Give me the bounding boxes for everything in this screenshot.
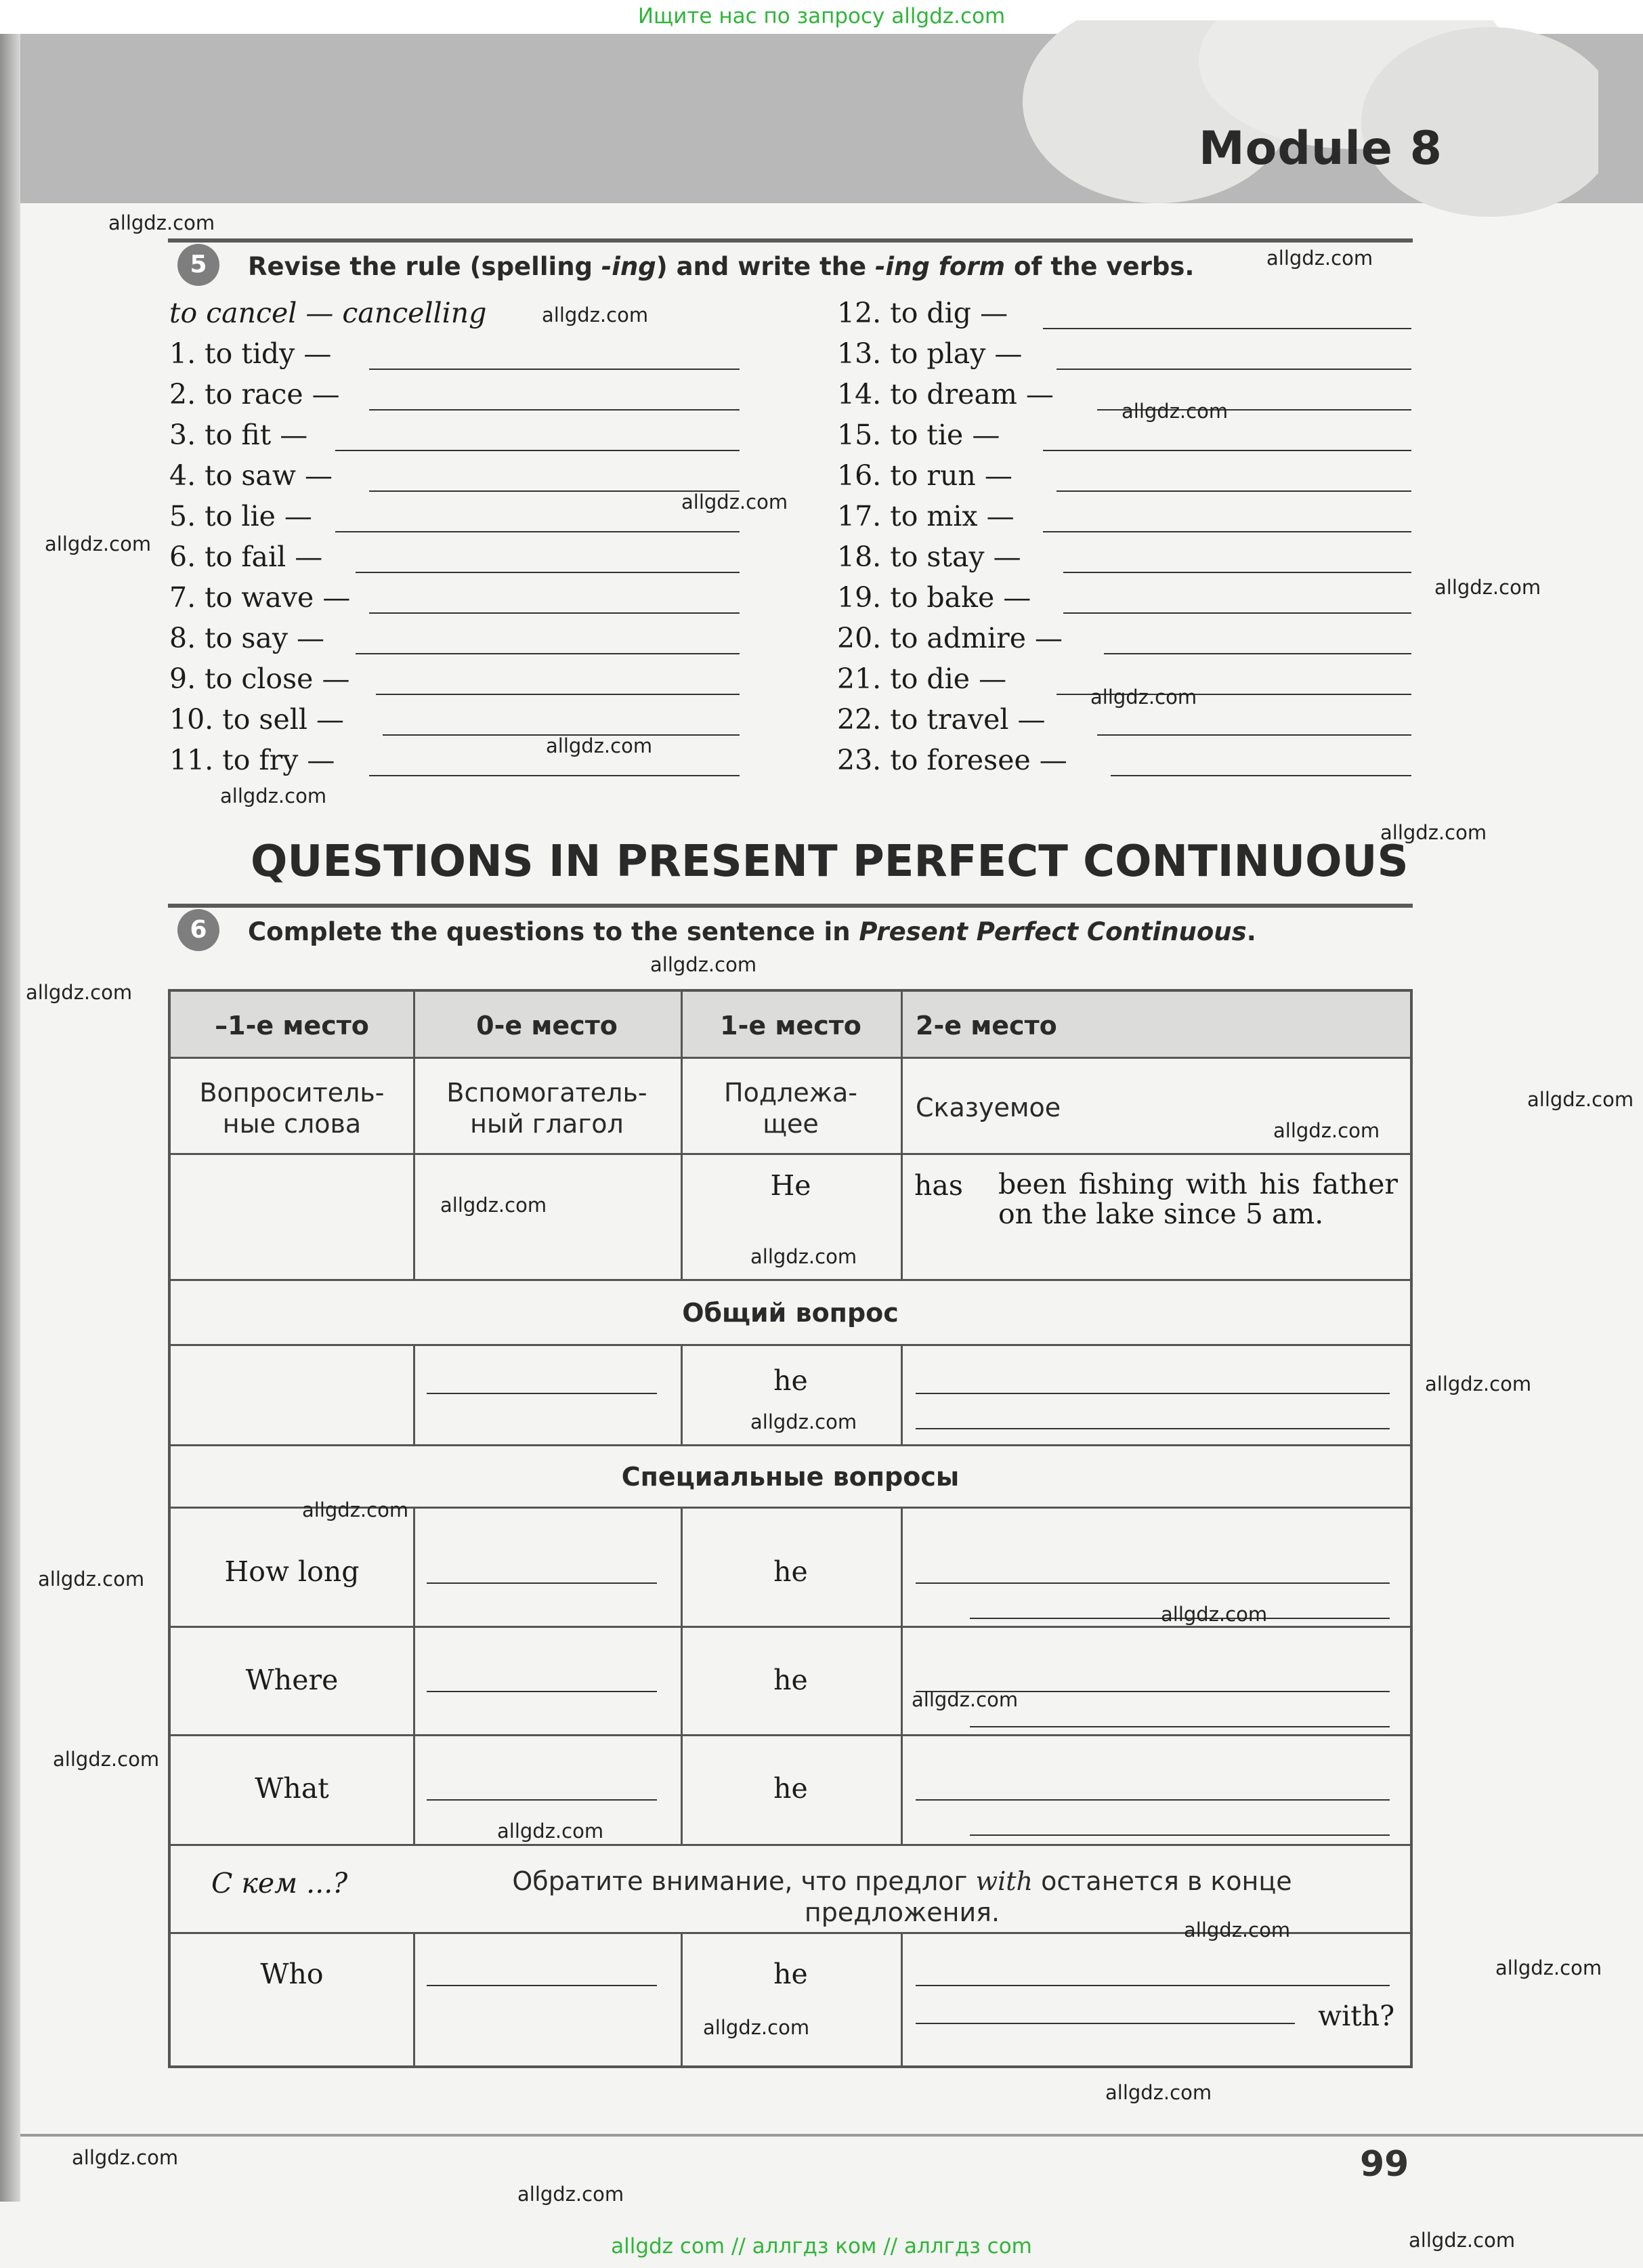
watermark: allgdz.com: [1105, 2081, 1212, 2104]
questions-table: [168, 989, 1413, 2068]
watermark: allgdz.com: [497, 1820, 604, 1843]
watermark: allgdz.com: [542, 303, 649, 327]
watermark: allgdz.com: [220, 784, 327, 807]
verb-item: [837, 297, 1008, 329]
watermark: allgdz.com: [1122, 400, 1229, 423]
answer-blank[interactable]: [1063, 612, 1411, 614]
verb-label: 9. to close —: [169, 663, 350, 695]
answer-blank[interactable]: [356, 653, 740, 654]
table-hline: [171, 1844, 1410, 1846]
answer-blank[interactable]: [1104, 653, 1411, 654]
watermark: allgdz.com: [681, 490, 788, 513]
watermark: allgdz.com: [912, 1688, 1019, 1711]
subheader-subject: Подлежа- щее: [724, 1078, 857, 1139]
watermark: allgdz.com: [1495, 1956, 1602, 1979]
with-whom-note: Обратите внимание, что предлог with останется в конце предложения.: [512, 1866, 1292, 1927]
verb-label: 3. to fit —: [169, 419, 308, 451]
verb-label: 23. to foresee —: [837, 744, 1067, 776]
section-title: QUESTIONS IN PRESENT PERFECT CONTINUOUS: [251, 837, 1409, 887]
subheader-question-words: Вопроситель- ные слова: [199, 1078, 385, 1139]
example-subject: He: [770, 1169, 811, 1202]
watermark: allgdz.com: [1434, 576, 1541, 599]
verb-label: 17. to mix —: [837, 500, 1015, 532]
watermark: allgdz.com: [72, 2146, 179, 2169]
who-predicate-blank[interactable]: [916, 1983, 1390, 1986]
verb-label: 5. to lie —: [169, 500, 312, 532]
verb-item: [169, 459, 333, 492]
answer-blank[interactable]: [1063, 572, 1411, 573]
who-end: with?: [1318, 2000, 1395, 2032]
special-wh-what: What: [255, 1772, 329, 1805]
table-hline: [171, 1279, 1410, 1281]
verb-label: 12. to dig —: [837, 297, 1008, 329]
watermark: allgdz.com: [53, 1748, 160, 1771]
verb-item: [169, 581, 350, 614]
watermark: allgdz.com: [1273, 1119, 1380, 1142]
answer-blank[interactable]: [356, 572, 740, 573]
verb-label: 19. to bake —: [837, 581, 1031, 614]
who-predicate-blank[interactable]: [916, 2021, 1295, 2024]
header-0-place: 0-е место: [476, 1011, 618, 1041]
verb-label: 21. to die —: [837, 663, 1007, 695]
exercise-6-top-rule: [168, 904, 1413, 908]
table-vline: [901, 1507, 903, 1844]
watermark: allgdz.com: [302, 1498, 409, 1521]
verb-item: [169, 622, 324, 654]
exercise-6-number: 6: [177, 909, 219, 951]
page-number: 99: [1360, 2144, 1409, 2185]
table-hline: [171, 1057, 1410, 1059]
exercise-5-number: 5: [177, 244, 219, 286]
watermark: allgdz.com: [1380, 821, 1487, 844]
table-vline: [413, 1507, 415, 1844]
watermark: allgdz.com: [546, 734, 653, 757]
verb-label: 1. to tidy —: [169, 337, 332, 370]
verb-item: [169, 703, 344, 736]
verb-item: [837, 500, 1015, 532]
exercise-6-instruction: Complete the questions to the sentence in Present Perfect Continuous.: [248, 917, 1256, 946]
verb-item: [169, 744, 335, 776]
verb-item: [837, 419, 1000, 451]
exercise-5-top-rule: [168, 238, 1413, 243]
special-questions-label: Специальные вопросы: [621, 1462, 960, 1492]
answer-blank[interactable]: [1043, 328, 1411, 329]
watermark: allgdz.com: [1425, 1372, 1532, 1395]
answer-blank[interactable]: [1111, 775, 1411, 776]
watermark: allgdz.com: [1266, 247, 1373, 270]
special-predicate-blank[interactable]: [916, 1581, 1390, 1584]
answer-blank[interactable]: [376, 694, 740, 695]
special-wh-how-long: How long: [224, 1555, 360, 1588]
general-predicate-blank-2[interactable]: [916, 1427, 1390, 1429]
verb-item: [169, 337, 331, 370]
top-banner-text: Ищите нас по запросу allgdz.com: [637, 4, 1006, 28]
verb-item: [837, 541, 1021, 573]
verb-item: [837, 459, 1012, 492]
verb-label: 11. to fry —: [169, 744, 335, 776]
verb-label: 7. to wave —: [169, 581, 351, 614]
answer-blank[interactable]: [369, 775, 740, 776]
verb-item: [837, 663, 1006, 695]
module-title: Module 8: [1199, 122, 1443, 175]
verb-item: [837, 378, 1054, 411]
watermark: allgdz.com: [750, 1410, 857, 1433]
with-whom-label: С кем ...?: [211, 1867, 348, 1899]
special-subject: he: [773, 1664, 808, 1696]
special-predicate-blank[interactable]: [970, 1725, 1390, 1727]
table-hline: [171, 1344, 1410, 1346]
header-minus-1-place: –1-е место: [215, 1011, 369, 1041]
verb-label: 16. to run —: [837, 459, 1012, 492]
subheader-auxiliary-verb: Вспомогатель- ный глагол: [446, 1078, 647, 1139]
verb-item: [837, 581, 1031, 614]
general-subject: he: [773, 1364, 808, 1397]
header-2-place: 2-е место: [916, 1011, 1057, 1041]
special-aux-blank[interactable]: [427, 1581, 657, 1584]
footer-links[interactable]: allgdz com // аллгдз ком // аллгдз com: [611, 2234, 1032, 2259]
watermark: allgdz.com: [440, 1194, 547, 1217]
special-aux-blank[interactable]: [427, 1689, 657, 1692]
verb-label: 2. to race —: [169, 378, 340, 411]
verb-item: [169, 541, 322, 573]
answer-blank[interactable]: [369, 409, 740, 411]
special-predicate-blank[interactable]: [916, 1798, 1390, 1801]
verb-item: [837, 744, 1067, 776]
watermark: allgdz.com: [703, 2016, 810, 2039]
subheader-predicate: Сказуемое: [916, 1093, 1061, 1122]
verb-label: 8. to say —: [169, 622, 325, 654]
answer-blank[interactable]: [1097, 734, 1411, 736]
watermark: allgdz.com: [1090, 686, 1197, 709]
verb-label: 22. to travel —: [837, 703, 1046, 736]
special-aux-blank[interactable]: [427, 1798, 657, 1801]
special-subject: he: [773, 1772, 808, 1805]
exercise-5-instruction: Revise the rule (spelling -ing) and write the -ing form of the verbs.: [248, 252, 1195, 281]
who-aux-blank[interactable]: [427, 1983, 657, 1986]
general-question-label: Общий вопрос: [682, 1298, 899, 1328]
watermark: allgdz.com: [1184, 1918, 1291, 1941]
table-vline: [901, 992, 903, 1279]
answer-blank[interactable]: [1057, 369, 1411, 370]
watermark: allgdz.com: [38, 1568, 145, 1591]
table-hline: [171, 1153, 1410, 1155]
verb-label: 13. to play —: [837, 337, 1023, 370]
header-1-place: 1-е место: [720, 1011, 861, 1041]
verb-item: [169, 419, 307, 451]
example-predicate: been fishing with his father on the lake since 5 am.: [998, 1168, 1398, 1230]
answer-blank[interactable]: [1057, 490, 1411, 492]
verb-item: [837, 337, 1022, 370]
verb-item: [169, 663, 349, 695]
answer-blank[interactable]: [1043, 531, 1411, 532]
table-vline: [901, 1932, 903, 2065]
verb-label: 15. to tie —: [837, 419, 1000, 451]
verb-item: [837, 622, 1063, 654]
answer-blank[interactable]: [369, 369, 740, 370]
verb-label: 20. to admire —: [837, 622, 1063, 654]
table-vline: [413, 1344, 415, 1444]
verb-label: 6. to fail —: [169, 541, 323, 573]
watermark: allgdz.com: [750, 1245, 857, 1268]
watermark: allgdz.com: [1527, 1088, 1634, 1111]
answer-blank[interactable]: [1043, 450, 1411, 451]
exercise-5-example: to cancel — cancelling: [169, 297, 487, 329]
watermark: allgdz.com: [45, 532, 152, 555]
answer-blank[interactable]: [335, 450, 740, 451]
general-predicate-blank-1[interactable]: [916, 1391, 1390, 1394]
answer-blank[interactable]: [335, 531, 740, 532]
table-vline: [901, 1344, 903, 1444]
watermark: allgdz.com: [108, 211, 215, 234]
page-spine-shadow: [0, 34, 20, 2202]
example-auxiliary: has: [914, 1169, 963, 1202]
watermark: allgdz.com: [26, 981, 133, 1004]
table-vline: [413, 1932, 415, 2065]
bottom-rule: [20, 2134, 1643, 2137]
watermark: allgdz.com: [1161, 1603, 1268, 1626]
who-subject: he: [773, 1958, 808, 1990]
table-hline: [171, 1626, 1410, 1628]
watermark: allgdz.com: [650, 953, 757, 976]
table-hline: [171, 1734, 1410, 1736]
verb-label: 4. to saw —: [169, 459, 333, 492]
verb-item: [837, 703, 1046, 736]
general-aux-blank[interactable]: [427, 1391, 657, 1394]
answer-blank[interactable]: [369, 612, 740, 614]
table-vline: [681, 1932, 683, 2065]
who-wh: Who: [260, 1958, 324, 1990]
special-predicate-blank[interactable]: [970, 1833, 1390, 1836]
watermark: allgdz.com: [517, 2183, 624, 2206]
verb-item: [169, 500, 312, 532]
watermark: allgdz.com: [1409, 2229, 1516, 2252]
verb-item: [169, 378, 340, 411]
table-hline: [171, 1444, 1410, 1446]
special-wh-where: Where: [245, 1664, 339, 1696]
special-subject: he: [773, 1555, 808, 1588]
verb-label: 14. to dream —: [837, 378, 1054, 411]
verb-label: 18. to stay —: [837, 541, 1021, 573]
verb-label: 10. to sell —: [169, 703, 344, 736]
